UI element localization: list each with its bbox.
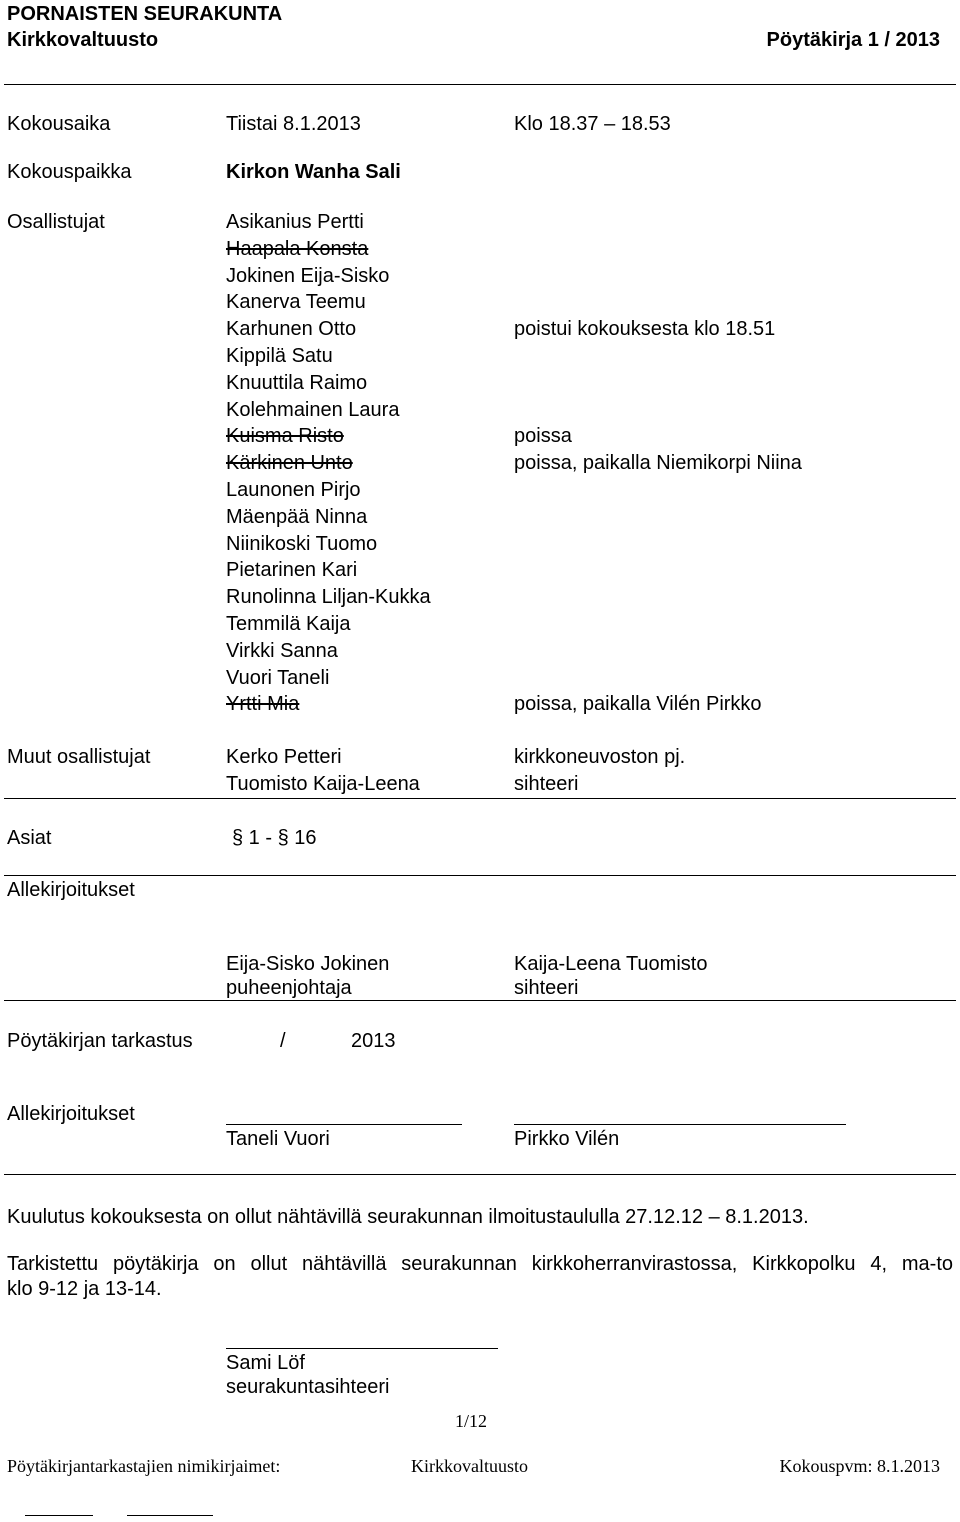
review-year: 2013 <box>351 1030 396 1052</box>
participants-label: Osallistujat <box>7 211 105 233</box>
other-attendee-role: kirkkoneuvoston pj. <box>514 746 686 768</box>
signatures-label: Allekirjoitukset <box>7 879 135 901</box>
initials-label: Pöytäkirjantarkastajien nimikirjaimet: <box>7 1456 281 1476</box>
chair-name: Eija-Sisko Jokinen <box>226 953 390 975</box>
reviewer1-name: Taneli Vuori <box>226 1128 330 1150</box>
meeting-place-label: Kokouspaikka <box>7 161 132 183</box>
participant-name: Karhunen Otto <box>226 318 357 340</box>
review-signatures-label: Allekirjoitukset <box>7 1103 135 1125</box>
header-divider <box>4 84 956 85</box>
participant-name: Asikanius Pertti <box>226 211 364 233</box>
page-number: 1/12 <box>455 1411 488 1431</box>
initials-line-2 <box>127 1515 213 1516</box>
review-divider <box>4 1174 956 1175</box>
participant-name: Yrtti Mia <box>226 693 300 715</box>
participant-note: poissa <box>514 425 572 447</box>
participant-name: Knuuttila Raimo <box>226 372 368 394</box>
participant-name: Kippilä Satu <box>226 345 333 367</box>
signatures-divider <box>4 1000 956 1001</box>
attendees-divider <box>4 798 956 799</box>
other-attendees-label: Muut osallistujat <box>7 746 151 768</box>
participant-name: Temmilä Kaija <box>226 613 351 635</box>
participant-note: poistui kokouksesta klo 18.51 <box>514 318 776 340</box>
certifier-signature-line <box>226 1348 498 1349</box>
reviewer1-signature-line <box>226 1124 462 1125</box>
secretary-name: Kaija-Leena Tuomisto <box>514 953 708 975</box>
certifier-name: Sami Löf <box>226 1352 305 1374</box>
announcement-notice: Kuulutus kokouksesta on ollut nähtävillä seurakunnan ilmoitustaululla 27.12.12 – 8.1.2013. <box>7 1206 809 1228</box>
minutes-availability-notice: Tarkistettu pöytäkirja on ollut nähtävillä seurakunnan kirkkoherranvirastossa, Kirkkopolku 4, ma-to <box>7 1253 953 1275</box>
minutes-number: Pöytäkirja 1 / 2013 <box>766 29 940 51</box>
other-attendee-name: Tuomisto Kaija-Leena <box>226 773 420 795</box>
participant-name: Haapala Konsta <box>226 238 369 260</box>
participant-name: Runolinna Liljan-Kukka <box>226 586 431 608</box>
participant-name: Launonen Pirjo <box>226 479 361 501</box>
reviewer2-signature-line <box>514 1124 846 1125</box>
items-divider <box>4 875 956 876</box>
items-range: § 1 - § 16 <box>232 827 317 849</box>
secretary-role: sihteeri <box>514 977 579 999</box>
other-attendee-role: sihteeri <box>514 773 579 795</box>
participant-note: poissa, paikalla Vilén Pirkko <box>514 693 762 715</box>
participant-name: Kärkinen Unto <box>226 452 353 474</box>
meeting-place: Kirkon Wanha Sali <box>226 161 401 183</box>
governing-body: Kirkkovaltuusto <box>7 29 159 51</box>
certifier-title: seurakuntasihteeri <box>226 1376 390 1398</box>
initials-line-1 <box>25 1515 93 1516</box>
items-label: Asiat <box>7 827 52 849</box>
footer-date: Kokouspvm: 8.1.2013 <box>779 1456 940 1476</box>
organization-name: PORNAISTEN SEURAKUNTA <box>7 3 283 25</box>
participant-name: Virkki Sanna <box>226 640 338 662</box>
participant-name: Niinikoski Tuomo <box>226 533 378 555</box>
participant-name: Kanerva Teemu <box>226 291 366 313</box>
participant-name: Pietarinen Kari <box>226 559 358 581</box>
participant-name: Vuori Taneli <box>226 667 330 689</box>
other-attendee-name: Kerko Petteri <box>226 746 342 768</box>
meeting-date: Tiistai 8.1.2013 <box>226 113 361 135</box>
chair-role: puheenjohtaja <box>226 977 352 999</box>
participant-name: Jokinen Eija-Sisko <box>226 265 390 287</box>
reviewer2-name: Pirkko Vilén <box>514 1128 620 1150</box>
participant-note: poissa, paikalla Niemikorpi Niina <box>514 452 802 474</box>
participant-name: Kolehmainen Laura <box>226 399 400 421</box>
meeting-time-label: Kokousaika <box>7 113 111 135</box>
minutes-availability-hours: klo 9-12 ja 13-14. <box>7 1278 162 1300</box>
meeting-clock: Klo 18.37 – 18.53 <box>514 113 671 135</box>
review-label: Pöytäkirjan tarkastus <box>7 1030 193 1052</box>
review-date-slash: / <box>280 1030 286 1052</box>
participant-name: Mäenpää Ninna <box>226 506 368 528</box>
participant-name: Kuisma Risto <box>226 425 344 447</box>
footer-body: Kirkkovaltuusto <box>411 1456 528 1476</box>
